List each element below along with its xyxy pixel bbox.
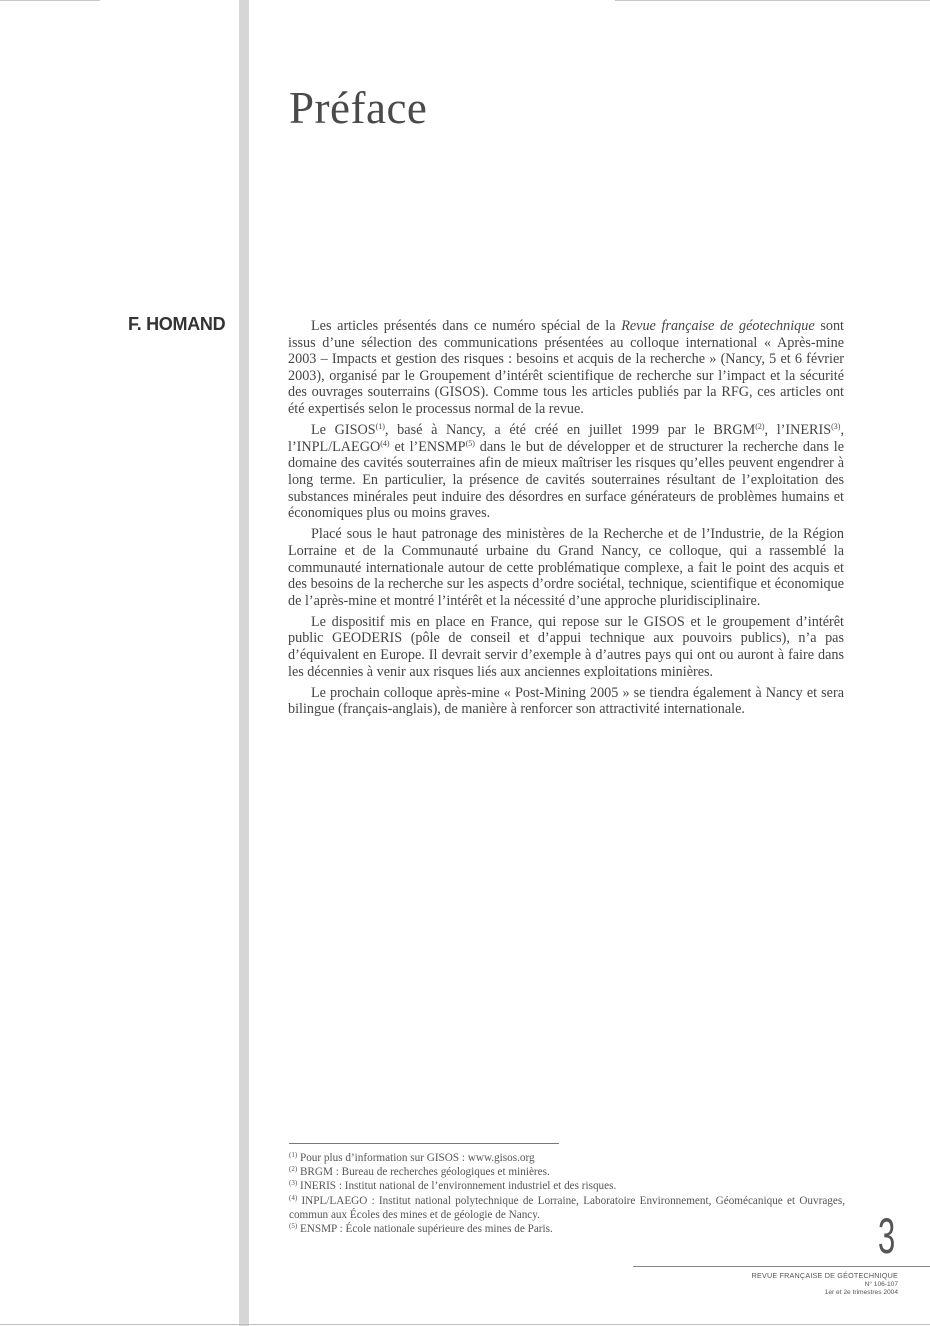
paragraph: [288, 318, 844, 418]
footnote-text: INPL/LAEGO : Institut national polytechnique de Lorraine, Laboratoire Environnement, Géomécanique et Ouvrages, commun aux Écoles des mines et de géologie de Nancy.: [289, 1194, 846, 1221]
footnote-ref: (5): [465, 438, 475, 448]
italic-text: Revue française de géotechnique: [621, 318, 815, 334]
journal-info: [752, 1272, 898, 1297]
text-segment: et l’ENSMP: [389, 438, 466, 455]
side-band: [239, 0, 249, 1326]
paragraph: [288, 614, 844, 680]
text-segment: , l’INERIS: [764, 422, 832, 439]
footnote-mark: (2): [289, 1165, 298, 1174]
text-segment: , l’INPL/LAEGO: [288, 422, 844, 455]
footnote: [289, 1151, 845, 1165]
page-number: 3: [878, 1208, 896, 1264]
footnote-mark: (3): [289, 1179, 298, 1188]
footnote-mark: (1): [289, 1151, 298, 1159]
text-segment: Le prochain colloque après-mine « Post-Mining 2005 » se tiendra également à Nancy et sera bilingue (français-anglais), de manière à renforcer son attractivité internationale.: [288, 684, 844, 718]
footnote-mark: (4): [289, 1193, 298, 1202]
author-name: F. HOMAND: [128, 314, 226, 334]
footnote: [289, 1194, 845, 1222]
journal-date: 1er et 2e trimestres 2004: [824, 1288, 898, 1296]
footnote-text: BRGM : Bureau de recherches géologiques et minières.: [299, 1166, 550, 1179]
body-text: [288, 318, 844, 723]
footnote-ref: (3): [831, 422, 841, 432]
text-segment: Les articles présentés dans ce numéro spécial de la: [311, 318, 622, 334]
bottom-rule: [0, 1324, 930, 1325]
top-rule-left: [0, 0, 100, 1]
footnotes: [289, 1151, 845, 1236]
paragraph: [288, 422, 844, 522]
footnote-rule: [289, 1143, 559, 1144]
footnote: [289, 1165, 845, 1179]
top-rule-right: [615, 0, 930, 1]
footnote: [289, 1222, 845, 1236]
text-segment: Le dispositif mis en place en France, qui repose sur le GISOS et le groupement d’intérêt public GEODERIS (pôle de conseil et d’appui technique aux pouvoirs publics), n’a pas d’équivalent en Europe. Il devrait servir d’exemple à d’autres pays qui ont ou auront à faire dans les décennies à venir aux risques liés aux anciennes exploitations minières.: [288, 613, 844, 680]
journal-name: REVUE FRANÇAISE DE GÉOTECHNIQUE: [751, 1271, 898, 1280]
text-segment: , basé à Nancy, a été créé en juillet 1999 par le BRGM: [384, 422, 756, 439]
footnote-text: INERIS : Institut national de l’environnement industriel et des risques.: [299, 1180, 617, 1193]
text-segment: dans le but de développer et de structurer la recherche dans le domaine des cavités souterraines afin de mieux maîtriser les risques qu’elles peuvent engendrer à long terme. En particulier, la présence de cavités souterraines résultant de l’exploitation des substances minérales peut induire des désordres en surface générateurs de problèmes humains et économiques plus ou moins graves.: [288, 438, 845, 522]
text-segment: Placé sous le haut patronage des ministères de la Recherche et de l’Industrie, de la Région Lorraine et de la Communauté urbaine du Grand Nancy, ce colloque, qui a rassemblé la communauté internationale autour de cette problématique complexe, a fait le point des acquis et des besoins de la recherche sur les aspects d’ordre sociétal, technique, scientifique et économique de l’après-mine et montré l’intérêt et la nécessité d’une approche pluridisciplinaire.: [288, 526, 844, 609]
page-title: Préface: [289, 83, 428, 133]
paragraph: [288, 685, 844, 718]
text-segment: Le GISOS: [311, 422, 376, 439]
journal-volume: N° 106-107: [864, 1280, 898, 1288]
footnote-text: ENSMP : École nationale supérieure des mines de Paris.: [299, 1223, 553, 1236]
footnote-mark: (5): [289, 1222, 298, 1231]
footnote-text: Pour plus d’information sur GISOS : www.gisos.org: [299, 1152, 535, 1164]
paragraph: [288, 526, 844, 609]
text-segment: sont issus d’une sélection des communications présentées au colloque international « Après-mine 2003 – Impacts et gestion des risques : besoins et acquis de la recherche » (Nancy, 5 et 6 février 2003), organisé par le Groupement d’intérêt scientifique de recherche sur l’impact et la sécurité des ouvrages souterrains (GISOS). Comme tous les articles publiés par la RFG, ces articles ont été expertisés selon le processus normal de la revue.: [288, 318, 844, 417]
footnote: [289, 1179, 845, 1193]
footnote-ref: (4): [380, 438, 390, 448]
footnote-ref: (1): [375, 422, 385, 432]
footnote-ref: (2): [755, 422, 765, 432]
journal-rule: [633, 1266, 930, 1267]
